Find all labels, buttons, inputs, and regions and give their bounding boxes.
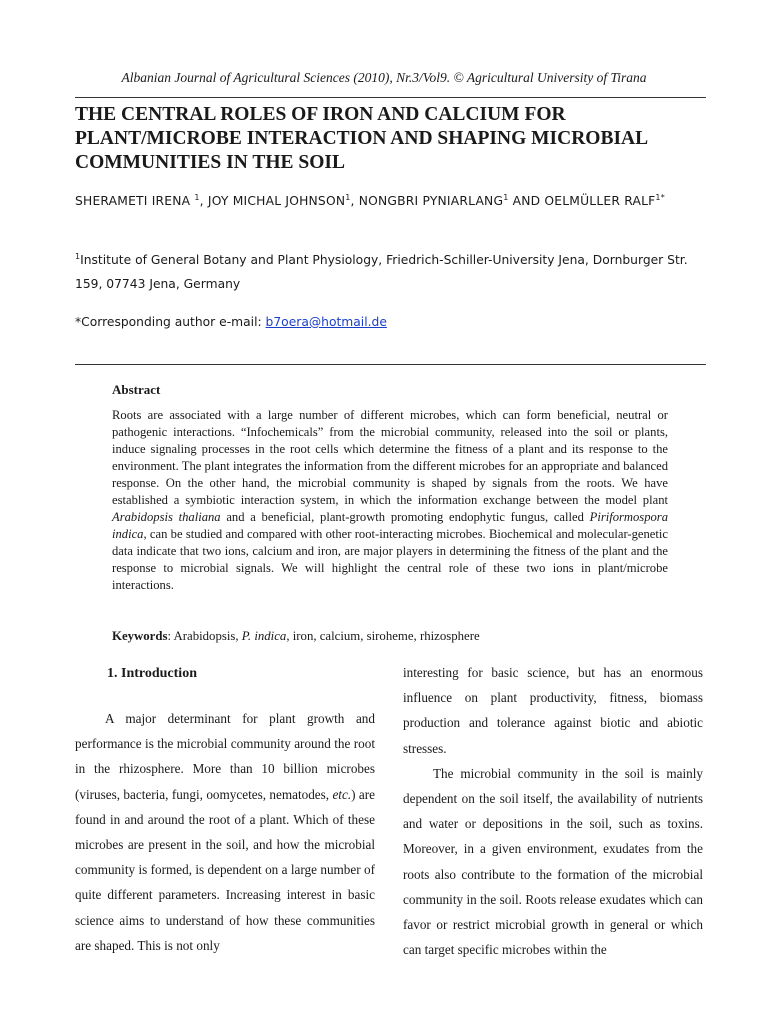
intro-paragraph xyxy=(75,706,375,958)
keyword-text: Arabidopsis, xyxy=(173,629,242,643)
affiliation-text: Institute of General Botany and Plant Physiology, Friedrich-Schiller-University Jena, Dornburger Str. 159, 07743 Jena, Germany xyxy=(75,253,688,291)
intro-paragraph-continued: interesting for basic science, but has an enormous influence on plant productivity, fitness, biomass production and tolerance against biotic and abiotic stresses. xyxy=(403,665,703,756)
abstract-body xyxy=(112,407,668,594)
keywords-colon: : xyxy=(167,629,174,643)
left-column xyxy=(75,664,375,958)
keyword-italic: P. indica xyxy=(241,629,287,643)
author-name: SHERAMETI IRENA xyxy=(75,194,191,208)
journal-header: Albanian Journal of Agricultural Sciences (2010), Nr.3/Vol9. © Agricultural University of Tirana xyxy=(121,70,647,85)
right-column xyxy=(403,660,703,962)
intro-italic-etc: etc. xyxy=(332,786,352,802)
affiliation xyxy=(75,248,715,296)
abstract-heading: Abstract xyxy=(112,382,161,397)
author-separator: , xyxy=(350,194,359,208)
paper-title: THE CENTRAL ROLES OF IRON AND CALCIUM FOR PLANT/MICROBE INTERACTION AND SHAPING MICROBIAL COMMUNITIES IN THE SOIL xyxy=(75,104,648,173)
intro-paragraph: The microbial community in the soil is mainly dependent on the soil itself, the availability of nutrients and water or depositions in the soil, such as toxins. Moreover, in a given environment, exudates from the roots also contribute to the formation of the microbial community in the soil. Roots release exudates which can favor or restrict microbial growth in general or which can target specific microbes within the xyxy=(403,765,703,958)
keywords xyxy=(112,629,668,644)
abstract-text: , can be studied and compared with other root-interacting microbes. Biochemical and molecular-genetic data indicate that two ions, calcium and iron, are major players in determining the fitness of the plant and the response to microbial signals. We will highlight the central role of these two ions in plant/microbe interactions. xyxy=(112,527,668,592)
keywords-label: Keywords xyxy=(112,629,168,643)
intro-text: ) are found in and around the root of a plant. Which of these microbes are present in the soil, and how the microbial community is formed, is dependent on a large number of quite different parameters. Increasing interest in basic science aims to understand of how these communities are shaped. This is not only xyxy=(75,786,375,953)
author-and: AND xyxy=(508,194,545,208)
author-affiliation-mark: 1 xyxy=(194,192,200,202)
author-name: OELMÜLLER RALF xyxy=(544,194,656,208)
header-divider xyxy=(75,97,706,98)
author-affiliation-mark: 1* xyxy=(655,192,665,202)
abstract-text: and a beneficial, plant-growth promoting endophytic fungus, called xyxy=(220,510,590,524)
author-affiliation-mark: 1 xyxy=(503,192,509,202)
author-name: JOY MICHAL JOHNSON xyxy=(207,194,346,208)
corresponding-label: *Corresponding author e-mail: xyxy=(75,315,266,329)
author-name: NONGBRI PYNIARLANG xyxy=(358,194,504,208)
abstract-species-name: Arabidopsis thaliana xyxy=(112,510,221,524)
intro-text: A major determinant for plant growth and performance is the microbial community around the root in the rhizosphere. More than 10 billion microbes (viruses, bacteria, fungi, oomycetes, nematodes, xyxy=(75,711,375,802)
author-list xyxy=(75,190,715,213)
email-link[interactable]: b7oera@hotmail.de xyxy=(265,315,387,329)
author-affiliation-mark: 1 xyxy=(345,192,351,202)
section-divider xyxy=(75,364,706,365)
affiliation-mark: 1 xyxy=(75,251,81,261)
corresponding-author xyxy=(75,310,715,334)
author-separator: , xyxy=(199,194,208,208)
introduction-heading: 1. Introduction xyxy=(107,666,197,681)
abstract-text: Roots are associated with a large number of different microbes, which can form beneficial, neutral or pathogenic interactions. “Infochemicals” from the microbial community, released into the soil or plants, induce signaling processes in the root cells which determine the fitness of a plant and its response to the environment. The plant integrates the information from the different microbes for an appropriate and balanced response. On the other hand, the microbial community is shaped by signals from the roots. We have established a symbiotic interaction system, in which the information exchange between the model plant xyxy=(112,408,668,507)
keyword-text: , iron, calcium, siroheme, rhizosphere xyxy=(286,629,480,643)
abstract-fungus-name: Piriformospora indica xyxy=(112,510,668,541)
